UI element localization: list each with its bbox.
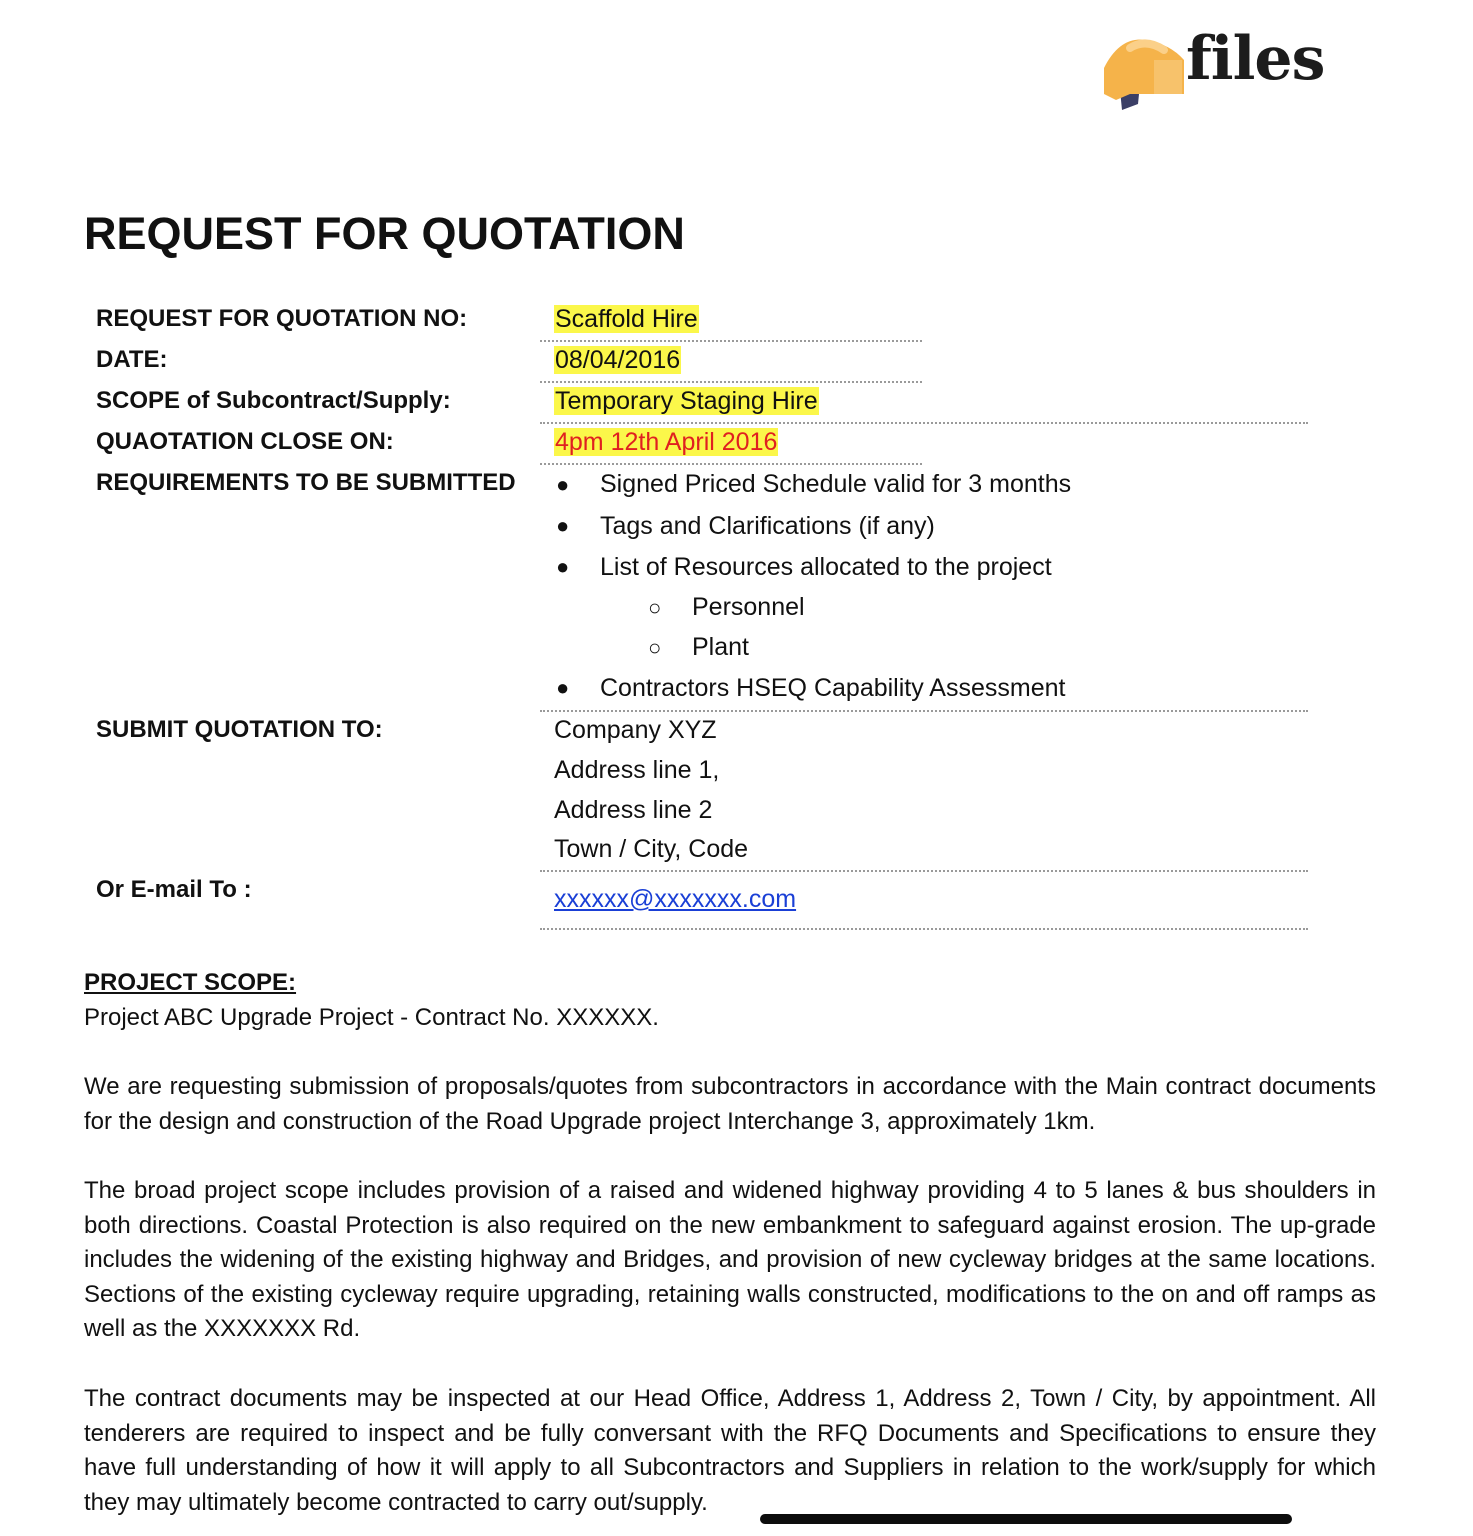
field-divider bbox=[540, 381, 922, 383]
brand-name: files bbox=[1186, 24, 1325, 94]
submit-address-line: Town / City, Code bbox=[554, 835, 749, 863]
project-name: Project ABC Upgrade Project - Contract No. XXXXXX. bbox=[84, 1004, 659, 1031]
bullet-icon: ● bbox=[556, 675, 570, 700]
scope-value: Temporary Staging Hire bbox=[555, 387, 818, 415]
scope-paragraph: The contract documents may be inspected at our Head Office, Address 1, Address 2, Town / City, by appointment. All tenderers are required to inspect and be fully conversant with the RFQ Documents and Specifications to ensure they have full understanding of how it will apply to all Subcontractors and Suppliers in relation to the work/supply for which they may ultimately become contracted to carry out/supply. bbox=[84, 1385, 1376, 1516]
folder-logo-icon bbox=[1100, 34, 1200, 110]
requirement-sub-item: Plant bbox=[692, 633, 749, 661]
bullet-icon: ● bbox=[556, 554, 570, 579]
scope-paragraph: We are requesting submission of proposals/quotes from subcontractors in accordance with the Main contract documents for the design and construction of the Road Upgrade project Interchange 3, approximately 1km. bbox=[84, 1073, 1376, 1135]
email-link[interactable]: xxxxxx@xxxxxxx.com bbox=[554, 885, 797, 913]
field-divider bbox=[540, 710, 1308, 712]
sub-bullet-icon: ○ bbox=[648, 595, 662, 620]
bullet-icon: ● bbox=[556, 513, 570, 538]
page-title: REQUEST FOR QUOTATION bbox=[84, 208, 685, 259]
requirement-sub-item: Personnel bbox=[692, 593, 805, 621]
field-divider bbox=[540, 870, 1308, 872]
submit-address-line: Address line 2 bbox=[554, 796, 713, 824]
requirement-item: Signed Priced Schedule valid for 3 months bbox=[600, 470, 1072, 498]
rfq-number-label: REQUEST FOR QUOTATION NO: bbox=[96, 305, 468, 332]
submit-address-line: Address line 1, bbox=[554, 756, 720, 784]
requirement-item: List of Resources allocated to the project bbox=[600, 553, 1052, 581]
requirements-label: REQUIREMENTS TO BE SUBMITTED bbox=[96, 469, 516, 496]
field-divider bbox=[540, 928, 1308, 930]
date-value: 08/04/2016 bbox=[555, 346, 681, 374]
date-label: DATE: bbox=[96, 346, 168, 373]
close-date-label: QUAOTATION CLOSE ON: bbox=[96, 428, 394, 455]
field-divider bbox=[540, 422, 1308, 424]
bullet-icon: ● bbox=[556, 472, 570, 497]
email-label: Or E-mail To : bbox=[96, 876, 252, 903]
requirement-item: Tags and Clarifications (if any) bbox=[600, 512, 935, 540]
project-scope-heading: PROJECT SCOPE: bbox=[84, 969, 297, 996]
close-date-value: 4pm 12th April 2016 bbox=[555, 428, 778, 456]
submit-label: SUBMIT QUOTATION TO: bbox=[96, 716, 383, 743]
home-indicator bbox=[760, 1514, 1292, 1524]
brand-logo bbox=[1100, 24, 1360, 110]
sub-bullet-icon: ○ bbox=[648, 635, 662, 660]
scope-label: SCOPE of Subcontract/Supply: bbox=[96, 387, 451, 414]
field-divider bbox=[540, 463, 922, 465]
scope-paragraph: The broad project scope includes provision of a raised and widened highway providing 4 to 5 lanes & bus shoulders in both directions. Coastal Protection is also required on the new embankment to safeguard against erosion. The up-grade includes the widening of the existing highway and Bridges, and provision of new cycleway bridges at the same locations. Sections of the existing cycleway require upgrading, retaining walls constructed, modifications to the on and off ramps as well as the XXXXXXX Rd. bbox=[84, 1177, 1376, 1343]
field-divider bbox=[540, 340, 922, 342]
submit-address-line: Company XYZ bbox=[554, 716, 717, 744]
rfq-number-value: Scaffold Hire bbox=[555, 305, 698, 333]
requirement-item: Contractors HSEQ Capability Assessment bbox=[600, 674, 1066, 702]
